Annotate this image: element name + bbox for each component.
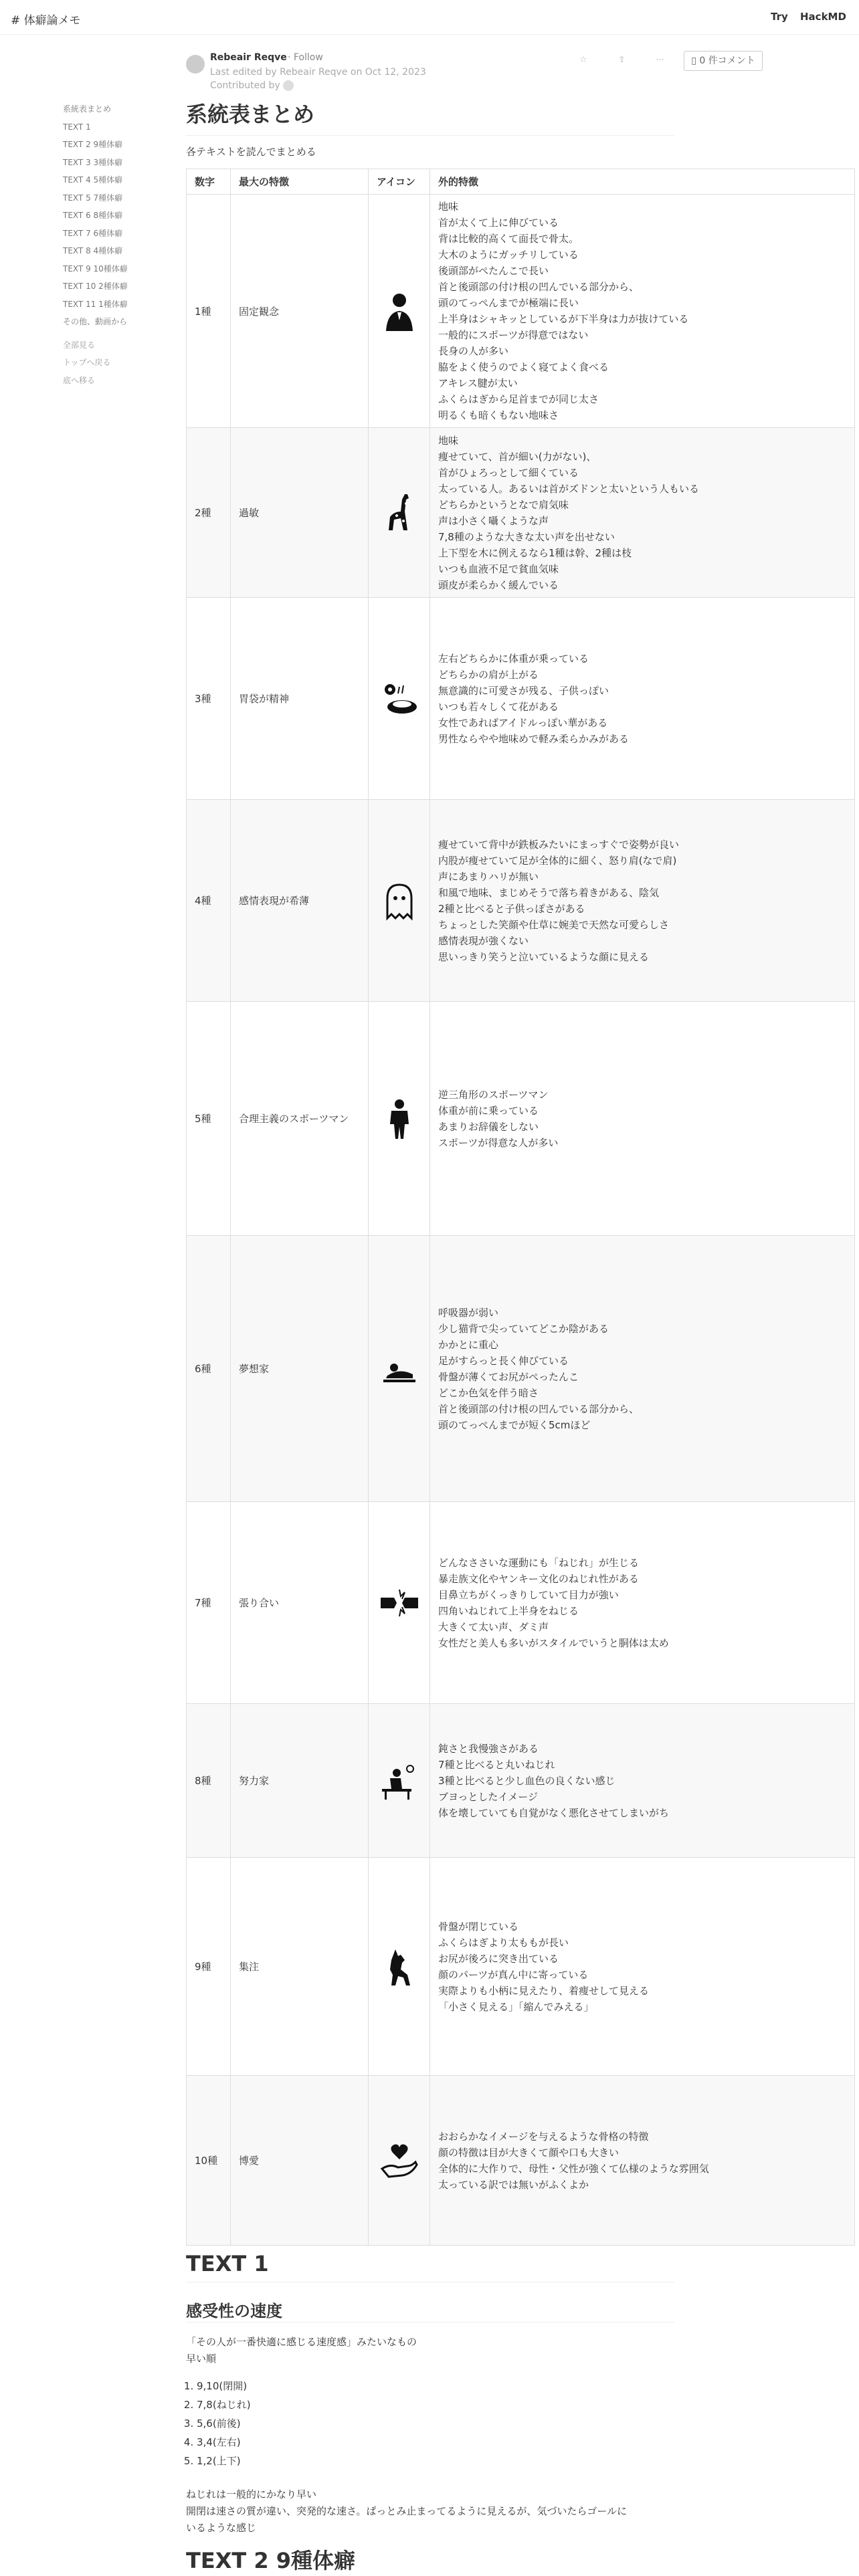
cell-number: 3種 — [187, 598, 231, 800]
cell-icon — [369, 1236, 430, 1502]
trait-line: ふくらはぎより太ももが長い — [438, 1936, 569, 1949]
cell-icon — [369, 1704, 430, 1858]
toc-item[interactable]: TEXT 6 8種体癖 — [63, 211, 123, 220]
trait-line: どこか色気を伴う暗さ — [438, 1386, 539, 1399]
share-icon[interactable]: ⇪ — [618, 55, 626, 65]
cell-traits — [430, 598, 855, 800]
trait-line: 足がすらっと長く伸びている — [438, 1354, 569, 1367]
header-number: 数字 — [187, 169, 231, 195]
paragraph-line: ねじれは一般的にかなり早い — [186, 2488, 317, 2500]
page-title: 系統表まとめ — [186, 102, 315, 127]
cell-feature: 博愛 — [231, 2076, 369, 2246]
author-name[interactable]: Rebeair Reqve — [210, 52, 287, 63]
trait-line: 頭のてっぺんまでが極端に長い — [438, 297, 579, 309]
cell-number: 4種 — [187, 800, 231, 1002]
paragraph-line: 開閉は速さの質が違い、突発的な速さ。ぱっとみ止まってるように見えるが、気づいたらゴールに — [186, 2505, 628, 2517]
trait-line: 骨盤が薄くてお尻がぺったんこ — [438, 1370, 579, 1383]
more-icon[interactable]: ⋯ — [656, 55, 664, 65]
cell-feature: 努力家 — [231, 1704, 369, 1858]
flower-cake-icon — [378, 677, 421, 720]
paragraph-line: 「その人が一番快適に感じる速度感」みたいなもの — [186, 2336, 417, 2348]
list-item: 1. 9,10(閉開) — [197, 2377, 251, 2395]
follow-link[interactable]: · Follow — [288, 52, 323, 63]
trait-line: スポーツが得意な人が多い — [438, 1136, 559, 1149]
toc-item[interactable]: TEXT 11 1種体癖 — [63, 299, 128, 309]
table-row — [187, 195, 855, 428]
intro-text: 各テキストを読んでまとめる — [186, 146, 316, 158]
list-item: 2. 7,8(ねじれ) — [197, 2395, 251, 2414]
trait-line: 7,8種のような大きな太い声を出せない — [438, 530, 615, 543]
toc-item[interactable]: TEXT 7 6種体癖 — [63, 228, 123, 238]
header-feature: 最大の特徴 — [231, 169, 369, 195]
summary-table-wrapper[interactable] — [186, 169, 709, 2235]
trait-line: 実際よりも小柄に見えたり、着痩せして見える — [438, 1984, 650, 1997]
toc-item[interactable]: TEXT 9 10種体癖 — [63, 263, 128, 274]
cell-feature: 過敏 — [231, 428, 369, 598]
trait-line: 頭のてっぺんまでが短く5cmほど — [438, 1418, 591, 1431]
comment-label: 0 件コメント — [699, 56, 755, 66]
cell-traits — [430, 2076, 855, 2246]
trait-line: 長身の人が多い — [438, 345, 509, 357]
cell-traits — [430, 1002, 855, 1236]
cell-feature: 固定観念 — [231, 195, 369, 428]
summary-table — [186, 169, 855, 2246]
toc-go-to-bottom[interactable]: 底へ移る — [63, 375, 96, 385]
section-heading: TEXT 2 9種体癖 — [186, 2548, 356, 2573]
trait-line: いつも若々しくて花がある — [438, 700, 559, 713]
cell-traits — [430, 1502, 855, 1704]
trait-line: 声は小さく囁くような声 — [438, 514, 549, 527]
trait-line: 痩せていて背中が鉄板みたいにまっすぐで姿勢が良い — [438, 838, 680, 851]
list-item: 3. 5,6(前後) — [197, 2414, 251, 2433]
cell-number: 5種 — [187, 1002, 231, 1236]
trait-line: 後頭部がぺたんこで長い — [438, 265, 549, 277]
trait-line: 感情表現が強くない — [438, 934, 529, 947]
trait-line: お尻が後ろに突き出ている — [438, 1952, 559, 1965]
trait-line: 鈍さと我慢強さがある — [438, 1742, 539, 1755]
fist-bump-icon — [378, 1582, 421, 1624]
table-of-contents — [63, 100, 183, 389]
toc-item[interactable]: その他、動画から — [63, 317, 128, 326]
trait-line: ブヨっとしたイメージ — [438, 1790, 538, 1803]
ghost-icon — [378, 879, 421, 922]
trait-line: 女性であればアイドルっぽい華がある — [438, 716, 608, 729]
trait-line: 男性ならやや地味めで軽み柔らかみがある — [438, 732, 630, 745]
trait-line: いつも血液不足で貧血気味 — [438, 562, 559, 575]
cell-feature: 夢想家 — [231, 1236, 369, 1502]
trait-line: 大きくて太い声、ダミ声 — [438, 1620, 549, 1633]
cell-icon — [369, 428, 430, 598]
trait-line: 首と後頭部の付け根の凹んでいる部分から、 — [438, 281, 640, 293]
toc-item[interactable]: TEXT 1 — [63, 122, 91, 132]
speed-list — [197, 2377, 251, 2470]
trait-line: あまりお辞儀をしない — [438, 1120, 539, 1133]
trait-line: 四角いねじれて上半身をねじる — [438, 1604, 579, 1617]
comment-button[interactable] — [684, 51, 763, 71]
toc-item[interactable]: TEXT 10 2種体癖 — [63, 282, 128, 291]
trait-line: 全体的に大作りで、母性・父性が強くて仏様のような雰囲気 — [438, 2162, 709, 2175]
cell-feature: 合理主義のスポーツマン — [231, 1002, 369, 1236]
contributed-label: Contributed by — [210, 80, 280, 91]
trait-line: 2種と比べると子供っぽさがある — [438, 902, 585, 915]
trait-line: 大木のようにガッチリしている — [438, 249, 579, 261]
cell-traits — [430, 1236, 855, 1502]
header-traits: 外的特徴 — [430, 169, 855, 195]
cell-icon — [369, 2076, 430, 2246]
trait-line: 無意識的に可愛さが残る、子供っぽい — [438, 684, 609, 697]
paragraph — [186, 2486, 627, 2537]
section-heading: TEXT 1 — [186, 2251, 269, 2276]
giraffe-icon — [378, 492, 421, 534]
desk-worker-icon — [378, 1759, 421, 1802]
trait-line: 思いっきり笑うと泣いているような顔に見える — [438, 950, 650, 963]
trait-line: 頭皮が柔らかく緩んでいる — [438, 578, 559, 591]
trait-line: どんなささいな運動にも「ねじれ」が生じる — [438, 1556, 640, 1569]
standing-man-icon — [378, 1097, 421, 1140]
cell-traits — [430, 1858, 855, 2076]
wolf-icon — [378, 1945, 421, 1988]
trait-line: 逆三角形のスポーツマン — [438, 1088, 549, 1101]
cell-feature: 張り合い — [231, 1502, 369, 1704]
trait-line: 呼吸器が弱い — [438, 1306, 499, 1319]
cell-number: 2種 — [187, 428, 231, 598]
cell-icon — [369, 1002, 430, 1236]
cell-traits — [430, 800, 855, 1002]
trait-line: 首と後頭部の付け根の凹んでいる部分から、 — [438, 1402, 640, 1415]
try-link[interactable]: Try — [771, 11, 788, 23]
cell-icon — [369, 1858, 430, 2076]
trait-line: 上下型を木に例えるなら1種は幹、2種は枝 — [438, 546, 632, 559]
toc-item[interactable]: TEXT 4 5種体癖 — [63, 175, 123, 185]
trait-line: 首が太くて上に伸びている — [438, 217, 559, 229]
table-row — [187, 598, 855, 800]
table-row — [187, 1704, 855, 1858]
section-subheading: 感受性の速度 — [186, 2302, 282, 2321]
avatar[interactable] — [186, 55, 205, 74]
toc-item[interactable]: 系統表まとめ — [63, 104, 112, 114]
table-row — [187, 1002, 855, 1236]
trait-line: 痩せていて、首が細い(力がない)、 — [438, 450, 597, 463]
top-bar — [0, 0, 859, 35]
trait-line: 左右どちらかに体重が乗っている — [438, 652, 589, 665]
trait-line: 少し猫背で尖っていてどこか陰がある — [438, 1322, 609, 1335]
cell-number: 6種 — [187, 1236, 231, 1502]
comment-icon: ▯ — [691, 56, 700, 66]
trait-line: かかとに重心 — [438, 1338, 499, 1351]
trait-line: おおらかなイメージを与えるような骨格の特徴 — [438, 2130, 649, 2143]
trait-line: どちらかというとなで肩気味 — [438, 498, 569, 511]
table-row — [187, 800, 855, 1002]
paragraph — [186, 2334, 417, 2367]
contributor-avatar[interactable] — [283, 80, 294, 91]
table-row — [187, 1858, 855, 2076]
toc-item[interactable]: TEXT 2 9種体癖 — [63, 140, 123, 149]
trait-line: 暴走族文化やヤンキー文化のねじれ性がある — [438, 1572, 639, 1585]
trait-line: 3種と比べると少し血色の良くない感じ — [438, 1774, 615, 1787]
trait-line: 内股が痩せていて足が全体的に細く、怒り肩(なで肩) — [438, 854, 677, 867]
brand-title[interactable]: # 体癖論メモ — [11, 14, 81, 27]
trait-line: 太っている人。あるいは首がズドンと太いという人もいる — [438, 482, 700, 495]
trait-line: 「小さく見える」「縮んでみえる」 — [438, 2000, 594, 2013]
toc-item[interactable]: TEXT 5 7種体癖 — [63, 193, 123, 203]
businessman-icon — [378, 290, 421, 332]
trait-line: 明るくも暗くもない地味さ — [438, 409, 559, 421]
trait-line: ちょっとした笑顔や仕草に婉美で天然な可愛らしさ — [438, 918, 670, 931]
table-row — [187, 2076, 855, 2246]
cell-icon — [369, 1502, 430, 1704]
trait-line: 7種と比べると丸いねじれ — [438, 1758, 555, 1771]
paragraph-line: いるような感じ — [186, 2522, 257, 2534]
trait-line: 骨盤が閉じている — [438, 1920, 519, 1933]
divider — [186, 135, 674, 136]
trait-line: 体を壊していても自覚がなく悪化させてしまいがち — [438, 1806, 670, 1819]
trait-line: ふくらはぎから足首までが同じ太さ — [438, 393, 599, 405]
trait-line: 顔の特徴は目が大きくて顔や口も大きい — [438, 2146, 619, 2159]
trait-line: 目鼻立ちがくっきりしていて目力が強い — [438, 1588, 619, 1601]
cell-number: 8種 — [187, 1704, 231, 1858]
cell-traits — [430, 195, 855, 428]
cell-icon — [369, 800, 430, 1002]
trait-line: 脇をよく使うのでよく寝てよく食べる — [438, 361, 609, 373]
cell-feature: 集注 — [231, 1858, 369, 2076]
toc-item[interactable]: TEXT 3 3種体癖 — [63, 157, 123, 167]
cell-number: 7種 — [187, 1502, 231, 1704]
trait-line: 声にあまりハリが無い — [438, 870, 539, 883]
cell-number: 9種 — [187, 1858, 231, 2076]
author-block — [186, 52, 674, 92]
list-item: 5. 1,2(上下) — [197, 2452, 251, 2470]
trait-line: 女性だと美人も多いがスタイルでいうと胴体は太め — [438, 1636, 669, 1649]
cell-icon — [369, 195, 430, 428]
table-header-row — [187, 169, 855, 195]
trait-line: 地味 — [438, 434, 459, 447]
star-icon[interactable]: ☆ — [579, 55, 587, 65]
trait-line: 地味 — [438, 201, 459, 213]
table-row — [187, 428, 855, 598]
cell-feature: 胃袋が精神 — [231, 598, 369, 800]
paragraph-line: 早い順 — [186, 2353, 217, 2365]
trait-line: 上半身はシャキッとしているが下半身は力が抜けている — [438, 313, 689, 325]
contributed-by — [210, 80, 294, 91]
cell-traits — [430, 428, 855, 598]
trait-line: 顔のパーツが真ん中に寄っている — [438, 1968, 589, 1981]
trait-line: 一般的にスポーツが得意ではない — [438, 329, 589, 341]
cell-number: 1種 — [187, 195, 231, 428]
cell-icon — [369, 598, 430, 800]
toc-expand-all[interactable]: 全部見る — [63, 340, 96, 350]
table-row — [187, 1236, 855, 1502]
trait-line: 首がひょろっとして細くている — [438, 466, 579, 479]
cell-traits — [430, 1704, 855, 1858]
trait-line: アキレス腱が太い — [438, 377, 518, 389]
last-edited: Last edited by Rebeair Reqve on Oct 12, 2023 — [210, 67, 426, 78]
table-row — [187, 1502, 855, 1704]
trait-line: どちらかの肩が上がる — [438, 668, 539, 681]
heart-hand-icon — [378, 2139, 421, 2182]
cell-feature: 感情表現が希薄 — [231, 800, 369, 1002]
toc-back-to-top[interactable]: トップへ戻る — [63, 358, 111, 367]
cell-number: 10種 — [187, 2076, 231, 2246]
trait-line: 体重が前に乗っている — [438, 1104, 539, 1117]
header-icon: アイコン — [369, 169, 430, 195]
trait-line: 太っている訳では無いがふくよか — [438, 2178, 589, 2191]
trait-line: 背は比較的高くて面長で骨太。 — [438, 233, 579, 245]
toc-item[interactable]: TEXT 8 4種体癖 — [63, 246, 123, 255]
divider — [186, 2322, 674, 2323]
trait-line: 和風で地味、まじめそうで落ち着きがある、陰気 — [438, 886, 660, 899]
dreamer-icon — [378, 1348, 421, 1390]
list-item: 4. 3,4(左右) — [197, 2433, 251, 2452]
hackmd-link[interactable]: HackMD — [800, 11, 846, 23]
